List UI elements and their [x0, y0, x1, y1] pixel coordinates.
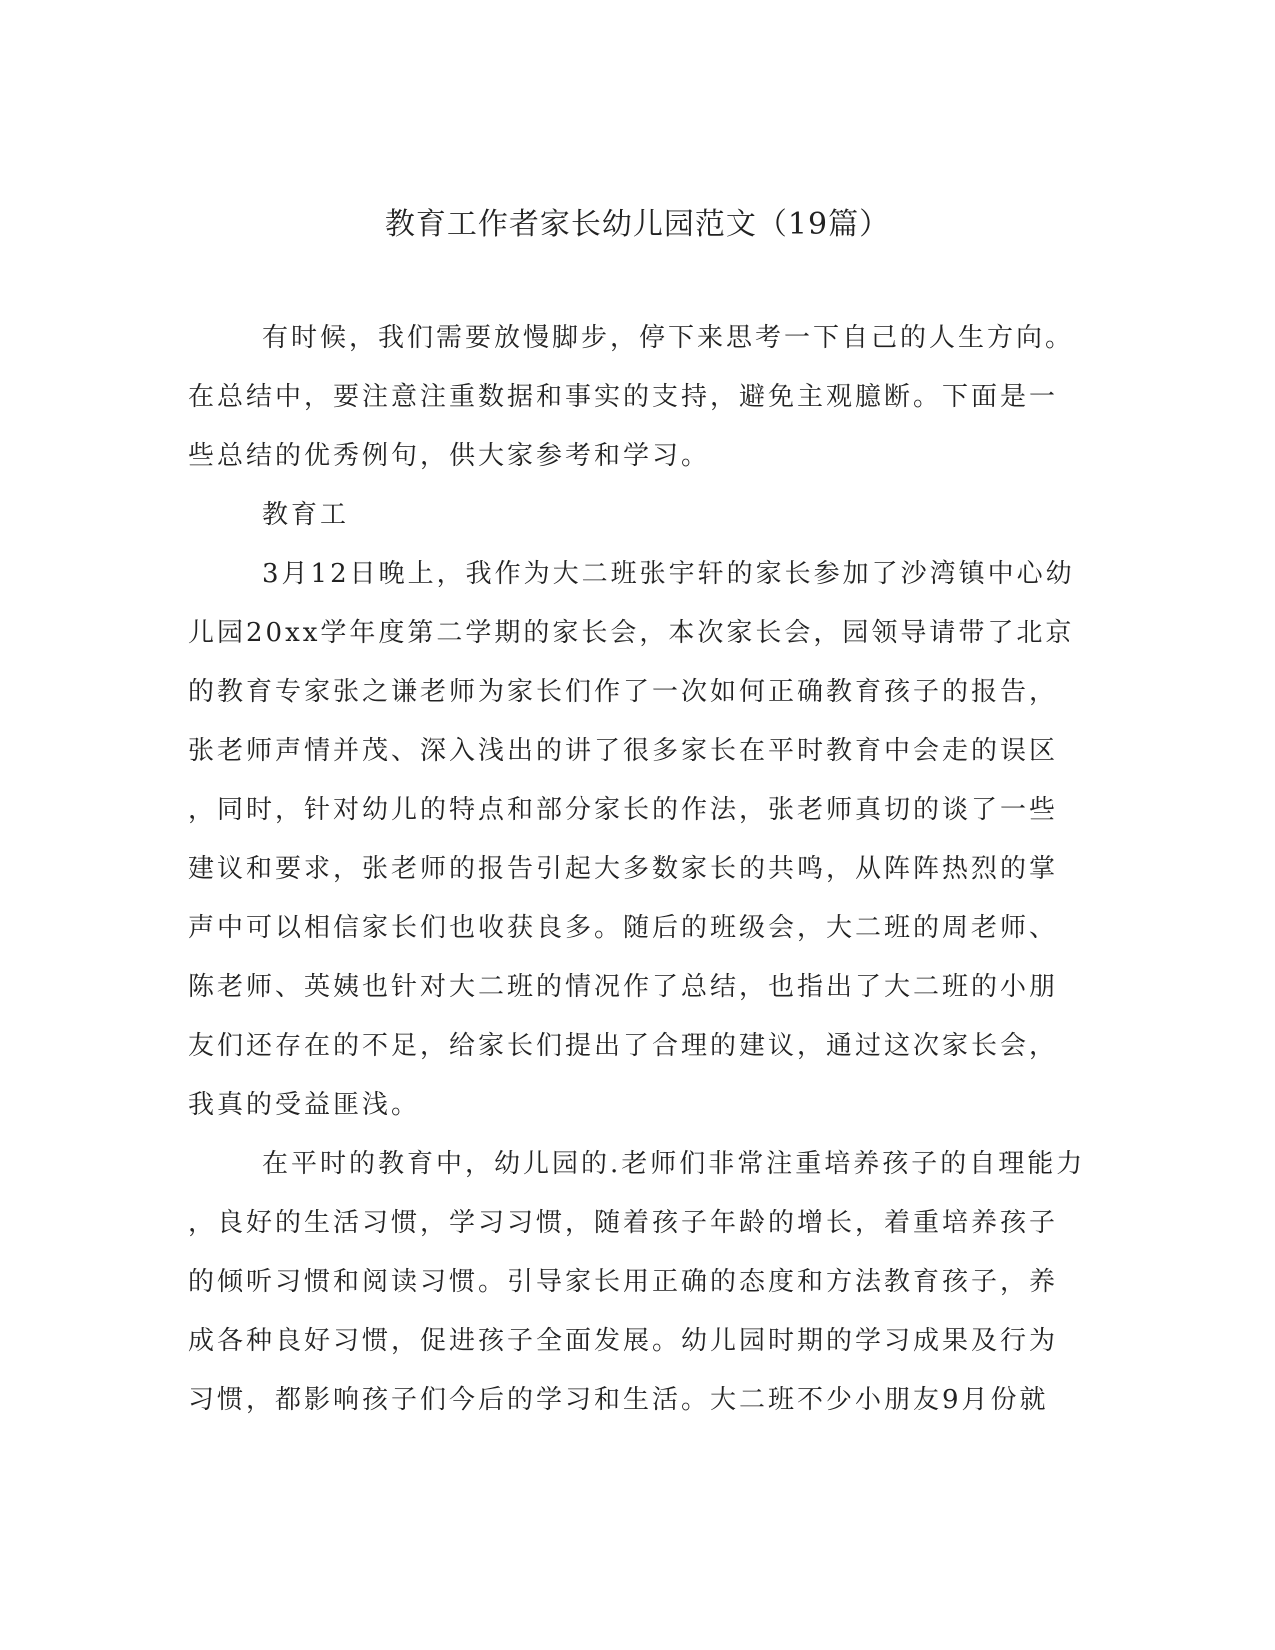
- paragraph-line: 些总结的优秀例句，供大家参考和学习。: [188, 441, 711, 471]
- paragraph-line: 习惯，都影响孩子们今后的学习和生活。大二班不少小朋友9月份就: [188, 1385, 1049, 1415]
- paragraph-line: 3月12日晚上，我作为大二班张宇轩的家长参加了沙湾镇中心幼: [262, 559, 1075, 589]
- paragraph-line: ，良好的生活习惯，学习习惯，随着孩子年龄的增长，着重培养孩子: [188, 1208, 1059, 1238]
- section-heading: 教育工: [262, 500, 350, 530]
- paragraph-line: 的倾听习惯和阅读习惯。引导家长用正确的态度和方法教育孩子，养: [188, 1267, 1059, 1297]
- document-title: 教育工作者家长幼儿园范文（19篇）: [384, 207, 891, 242]
- paragraph-line: 有时候，我们需要放慢脚步，停下来思考一下自己的人生方向。: [262, 323, 1075, 353]
- paragraph-line: 陈老师、英姨也针对大二班的情况作了总结，也指出了大二班的小朋: [188, 972, 1059, 1002]
- paragraph-line: 张老师声情并茂、深入浅出的讲了很多家长在平时教育中会走的误区: [188, 736, 1059, 766]
- paragraph-line: 在平时的教育中，幼儿园的.老师们非常注重培养孩子的自理能力: [262, 1149, 1086, 1179]
- paragraph-line: 在总结中，要注意注重数据和事实的支持，避免主观臆断。下面是一: [188, 382, 1059, 412]
- paragraph-line: 儿园20xx学年度第二学期的家长会，本次家长会，园领导请带了北京: [188, 618, 1075, 648]
- paragraph-line: 的教育专家张之谦老师为家长们作了一次如何正确教育孩子的报告，: [188, 677, 1059, 707]
- paragraph-line: 声中可以相信家长们也收获良多。随后的班级会，大二班的周老师、: [188, 913, 1059, 943]
- paragraph-line: 我真的受益匪浅。: [188, 1090, 421, 1120]
- paragraph-line: 建议和要求，张老师的报告引起大多数家长的共鸣，从阵阵热烈的掌: [188, 854, 1059, 884]
- paragraph-line: 友们还存在的不足，给家长们提出了合理的建议，通过这次家长会，: [188, 1031, 1059, 1061]
- paragraph-line: 成各种良好习惯，促进孩子全面发展。幼儿园时期的学习成果及行为: [188, 1326, 1059, 1356]
- paragraph-line: ，同时，针对幼儿的特点和部分家长的作法，张老师真切的谈了一些: [188, 795, 1059, 825]
